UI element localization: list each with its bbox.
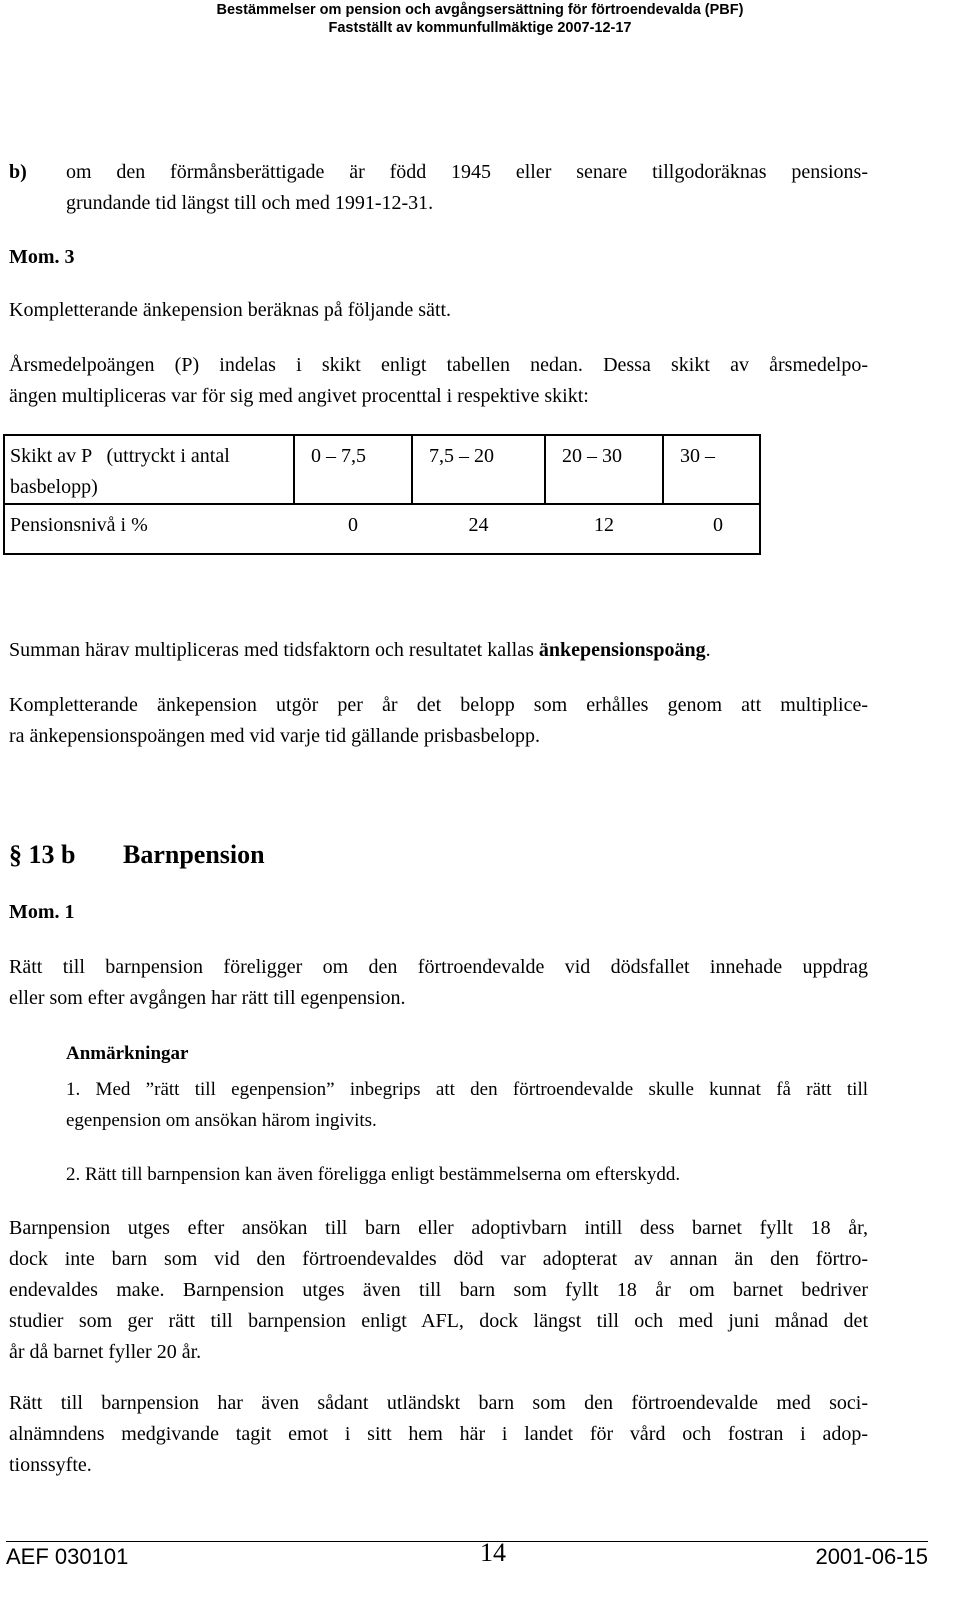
paragraph-line: endevaldes make. Barnpension utges även till barn som fyllt 18 år om barnet bedriver bbox=[9, 1279, 868, 1301]
pension-level-table bbox=[3, 434, 761, 555]
note-2: 2. Rätt till barnpension kan även föreligga enligt bestämmelserna om efterskydd. bbox=[66, 1164, 681, 1185]
footer-date: 2001-06-15 bbox=[815, 1544, 928, 1569]
mom-3-heading: Mom. 3 bbox=[9, 246, 75, 268]
paragraph-line: Kompletterande änkepension utgör per år det belopp som erhålles genom att multiplice- bbox=[9, 694, 868, 716]
table-level-cell: 7,5 – 20 bbox=[412, 435, 545, 504]
table-percent-cell: 0 bbox=[294, 504, 412, 554]
paragraph-line: eller som efter avgången har rätt till egenpension. bbox=[9, 987, 406, 1009]
paragraph-line: Årsmedelpoängen (P) indelas i skikt enligt tabellen nedan. Dessa skikt av årsmedelpo- bbox=[9, 354, 868, 376]
table-label-line: basbelopp) bbox=[10, 476, 98, 498]
table-level-cell: 0 – 7,5 bbox=[294, 435, 412, 504]
footer-page-number: 14 bbox=[480, 1538, 506, 1567]
table-row-percents bbox=[4, 504, 760, 554]
paragraph-line: Barnpension utges efter ansökan till barn eller adoptivbarn intill dess barnet fyllt 18 år, bbox=[9, 1217, 868, 1239]
table-row-levels bbox=[4, 435, 760, 504]
notes-heading: Anmärkningar bbox=[66, 1043, 189, 1064]
table-level-cell: 30 – bbox=[680, 445, 715, 467]
paragraph-line: ra änkepensionspoängen med vid varje tid gällande prisbasbelopp. bbox=[9, 725, 540, 747]
item-b-line: om den förmånsberättigade är född 1945 eller senare tillgodoräknas pensions- bbox=[66, 161, 868, 183]
document-header-adopted: Fastställt av kommunfullmäktige 2007-12-17 bbox=[328, 20, 632, 36]
mom-1-paragraph bbox=[9, 952, 868, 1014]
paragraph-line: studier som ger rätt till barnpension enligt AFL, dock längst till och med juni månad det bbox=[9, 1310, 868, 1332]
note-1 bbox=[66, 1074, 868, 1136]
table-label-percents: Pensionsnivå i % bbox=[4, 504, 294, 554]
summary-paragraph bbox=[9, 635, 711, 666]
foreign-child-paragraph bbox=[9, 1388, 868, 1481]
summary-end: . bbox=[705, 639, 711, 661]
paragraph-line: Rätt till barnpension har även sådant utländskt barn som den förtroendevalde med soci- bbox=[9, 1392, 868, 1414]
section-number: § 13 b bbox=[9, 840, 76, 869]
document-header-title: Bestämmelser om pension och avgångsersättning för förtroendevalda (PBF) bbox=[216, 2, 744, 18]
eligibility-paragraph bbox=[9, 1213, 868, 1368]
paragraph-line: tionssyfte. bbox=[9, 1454, 92, 1476]
paragraph-line: ängen multipliceras var för sig med angivet procenttal i respektive skikt: bbox=[9, 385, 589, 407]
note-line: 1. Med ”rätt till egenpension” inbegrips att den förtroendevalde skulle kunnat få rätt till bbox=[66, 1079, 868, 1100]
paragraph-line: år då barnet fyller 20 år. bbox=[9, 1341, 202, 1363]
item-b-line: grundande tid längst till och med 1991-12-31. bbox=[66, 192, 434, 214]
table-percent-cell: 0 bbox=[663, 504, 760, 554]
table-label-levels bbox=[4, 435, 294, 504]
paragraph-line: dock inte barn som vid den förtroendevaldes död var adopterat av annan än den förtro- bbox=[9, 1248, 868, 1270]
section-title: Barnpension bbox=[123, 840, 265, 869]
note-line: egenpension om ansökan härom ingivits. bbox=[66, 1110, 377, 1131]
footer-document-id: AEF 030101 bbox=[6, 1544, 129, 1569]
summary-term: änkepensionspoäng bbox=[538, 639, 706, 661]
item-b-label: b) bbox=[9, 161, 27, 183]
paragraph-line: alnämndens medgivande tagit emot i sitt hem här i landet för vård och fostran i adop- bbox=[9, 1423, 868, 1445]
mom-3-paragraph bbox=[9, 350, 868, 412]
table-level-cell: 20 – 30 bbox=[545, 435, 663, 504]
paragraph-line: Rätt till barnpension föreligger om den förtroendevalde vid dödsfallet innehade uppdrag bbox=[9, 956, 868, 978]
table-percent-cell: 24 bbox=[412, 504, 545, 554]
mom-3-intro: Kompletterande änkepension beräknas på följande sätt. bbox=[9, 299, 452, 321]
table-label-line: Skikt av P (uttryckt i antal bbox=[10, 445, 230, 467]
summary-text: Summan härav multipliceras med tidsfaktorn och resultatet kallas bbox=[9, 639, 539, 661]
table-percent-cell: 12 bbox=[545, 504, 663, 554]
footer-divider bbox=[6, 1541, 928, 1542]
mom-1-heading: Mom. 1 bbox=[9, 901, 75, 923]
supplement-paragraph bbox=[9, 690, 868, 752]
item-b-text bbox=[66, 157, 868, 219]
